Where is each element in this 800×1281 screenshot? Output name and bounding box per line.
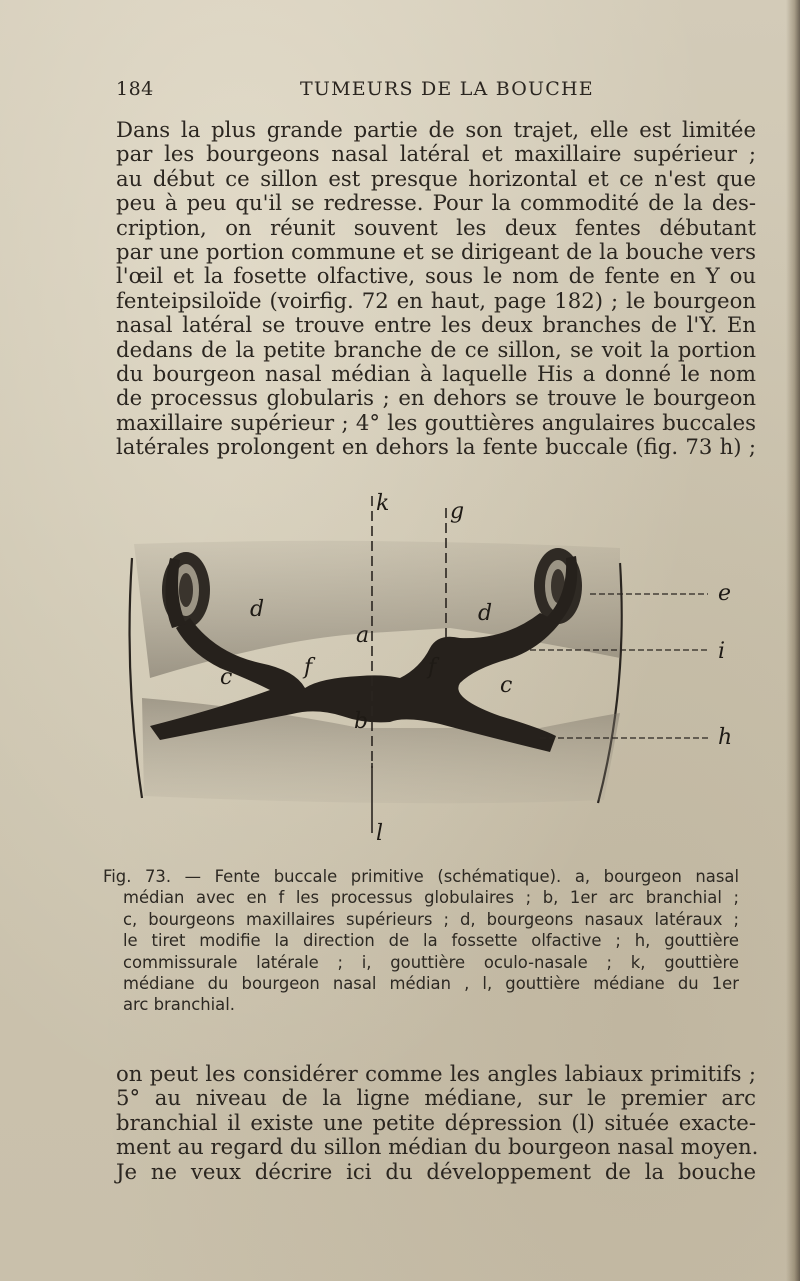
running-title: TUMEURS DE LA BOUCHE (300, 78, 594, 100)
caption-line: médian avec en f les processus globulaires ; b, 1er arc branchial ; (123, 888, 739, 908)
caption-line: commissurale latérale ; i, gouttière oculo-nasale ; k, gouttière (123, 952, 739, 972)
text-line: Dans la plus grande partie de son trajet, elle est limitée (116, 117, 756, 142)
caption-line: le tiret modifie la direction de la fossette olfactive ; h, gouttière (123, 931, 739, 951)
text-line: 5° au niveau de la ligne médiane, sur le premier arc (116, 1085, 756, 1111)
text-line: nasal latéral se trouve entre les deux branches de l'Y. En (116, 312, 756, 338)
caption-line: arc branchial. (123, 995, 235, 1015)
running-head (116, 78, 756, 106)
text-line: dedans de la petite branche de ce sillon, se voit la portion (116, 336, 756, 362)
page-number: 184 (116, 78, 154, 100)
label-f-right: f (428, 655, 437, 680)
label-b: b (354, 709, 369, 734)
text-line: Je ne veux décrire ici du développement de la bouche (116, 1158, 756, 1184)
caption-line: c, bourgeons maxillaires supérieurs ; d, bourgeons nasaux latéraux ; (123, 909, 739, 929)
figure-caption (103, 866, 739, 1016)
label-c-left: c (220, 665, 233, 690)
caption-line: médiane du bourgeon nasal médian , l, gouttière médiane du 1er (123, 974, 739, 994)
label-c-right: c (500, 673, 513, 698)
label-l: l (376, 821, 384, 846)
label-h: h (718, 725, 733, 750)
text-line: de processus globularis ; en dehors se trouve le bourgeon (116, 385, 756, 411)
text-line: cription, on réunit souvent les deux fentes débutant (116, 214, 756, 240)
text-line: peu à peu qu'il se redresse. Pour la commodité de la des- (116, 190, 756, 216)
text-line: latérales prolongent en dehors la fente buccale (fig. 73 h) ; (116, 434, 756, 460)
text-line: on peut les considérer comme les angles labiaux primitifs ; (116, 1061, 756, 1086)
paragraph-bottom (116, 1061, 759, 1184)
label-e: e (718, 581, 732, 606)
label-d-left: d (250, 597, 265, 622)
text-line: du bourgeon nasal médian à laquelle His a donné le nom (116, 361, 756, 387)
text-line: fenteipsiloïde (voirfig. 72 en haut, page 182) ; le bourgeon (116, 287, 756, 313)
text-line: par les bourgeons nasal latéral et maxillaire supérieur ; (116, 141, 756, 167)
text-line: branchial il existe une petite dépression (l) située exacte- (116, 1109, 756, 1135)
text-line: par une portion commune et se dirigeant de la bouche vers (116, 239, 756, 265)
label-f-left: f (304, 655, 313, 680)
label-i: i (718, 639, 726, 664)
paragraph-top (116, 118, 756, 460)
text-line: au début ce sillon est presque horizontal et ce n'est que (116, 165, 756, 191)
page-edge-shadow (786, 0, 800, 1281)
text-line: l'œil et la fosette olfactive, sous le nom de fente en Y ou (116, 263, 756, 289)
label-d-right: d (478, 601, 493, 626)
label-g: g (450, 499, 465, 524)
caption-line: Fig. 73. — Fente buccale primitive (schématique). a, bourgeon nasal (103, 867, 739, 886)
text-line: ment au regard du sillon médian du bourgeon nasal moyen. (116, 1134, 759, 1160)
figure-73-illustration (120, 478, 760, 848)
text-line: maxillaire supérieur ; 4° les gouttières angulaires buccales (116, 409, 756, 435)
label-k: k (376, 491, 390, 516)
figure-73 (120, 478, 760, 848)
label-a: a (356, 623, 370, 648)
